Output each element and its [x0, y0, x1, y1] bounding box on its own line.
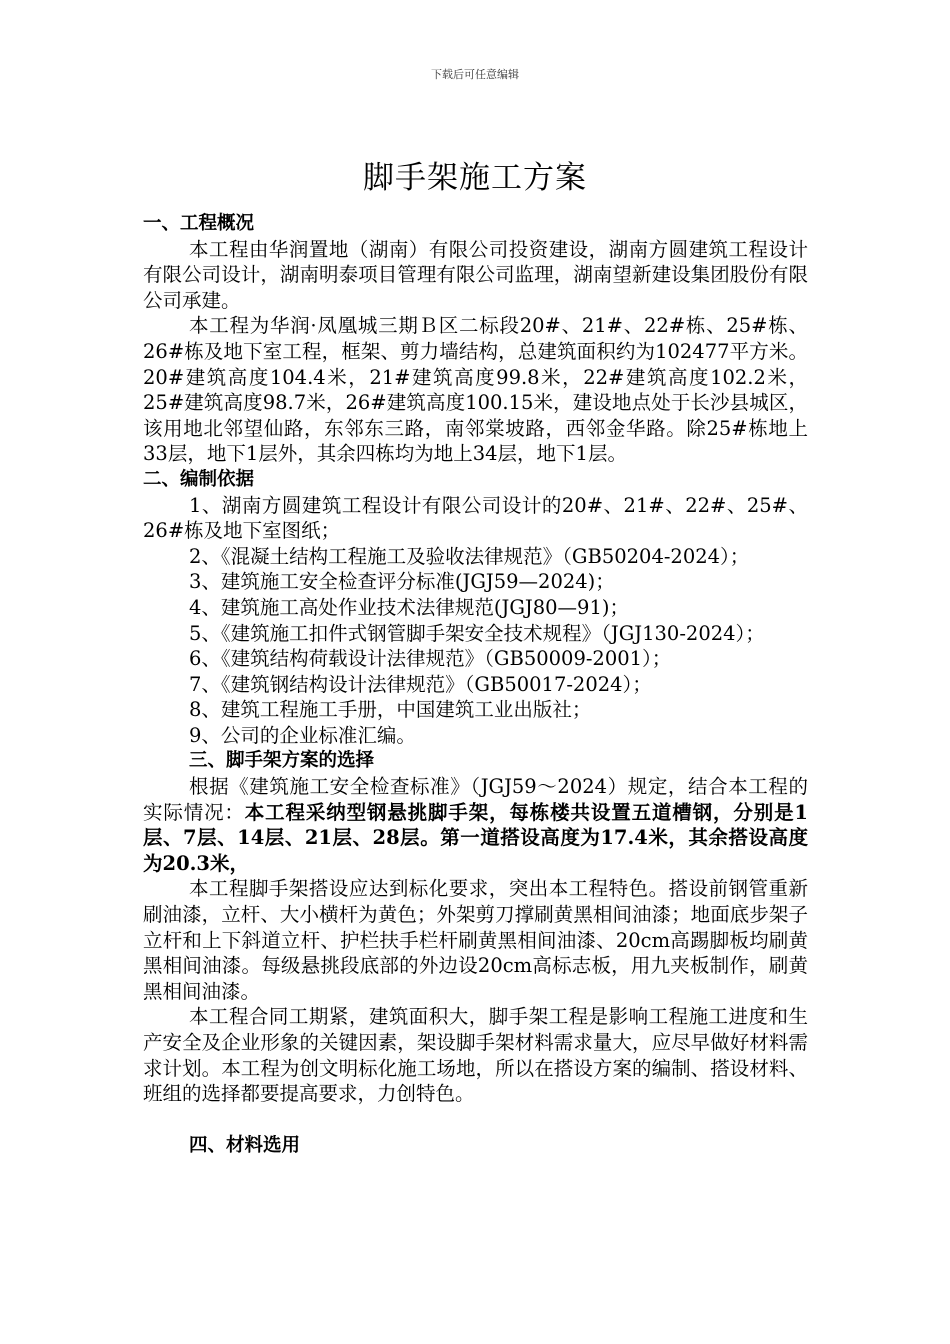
scaffold-choice-text: 根据《建筑施工安全检查标准》（JGJ59～2024）规定，结合本工程的实际情况：: [143, 775, 808, 824]
section-heading-materials: 四、材料选用: [189, 1134, 301, 1156]
scaffold-choice-paragraph-1: [143, 774, 808, 876]
section-heading-scaffold-choice: 三、脚手架方案的选择: [189, 750, 375, 772]
scaffold-choice-paragraph-2: 本工程脚手架搭设应达到标化要求，突出本工程特色。搭设前钢管重新刷油漆，立杆、大小横杆为黄色；外架剪刀撑刷黄黑相间油漆；地面底步架子立杆和上下斜道立杆、护栏扶手栏杆刷黄黑相间油漆、20cm高踢脚板均刷黄黑相间油漆。每级悬挑段底部的外边设20cm高标志板，用九夹板制作，刷黄黑相间油漆。: [143, 877, 808, 1003]
basis-item: 5、《建筑施工扣件式钢管脚手架安全技术规程》（JGJ130-2024）；: [189, 621, 765, 645]
scaffold-choice-paragraph-3: 本工程合同工期紧，建筑面积大，脚手架工程是影响工程施工进度和生产安全及企业形象的关键因素，架设脚手架材料需求量大，应尽早做好材料需求计划。本工程为创文明标化施工场地，所以在搭设方案的编制、搭设材料、班组的选择都要提高要求，力创特色。: [143, 1005, 808, 1106]
section-heading-overview: 一、工程概况: [143, 213, 255, 234]
basis-item: 7、《建筑钢结构设计法律规范》（GB50017-2024）；: [189, 672, 652, 696]
basis-item: 8、建筑工程施工手册，中国建筑工业出版社；: [189, 698, 592, 722]
document-body: [143, 211, 808, 1158]
basis-item: 9、公司的企业标准汇编。: [189, 723, 416, 747]
basis-item: 2、《混凝土结构工程施工及验收法律规范》（GB50204-2024）；: [189, 544, 750, 568]
page-header-note: 下载后可任意编辑: [431, 68, 519, 81]
basis-item: 3、建筑施工安全检查评分标准(JGJ59—2024)；: [189, 570, 615, 594]
overview-paragraph-2: 本工程为华润·凤凰城三期Ｂ区二标段20#、21#、22#栋、25#栋、26#栋及地下室工程，框架、剪力墙结构，总建筑面积约为102477平方米。20#建筑高度104.4米，21#建筑高度99.8米，22#建筑高度102.2米，25#建筑高度98.7米，26#建筑高度100.15米，建设地点处于长沙县城区，该用地北邻望仙路，东邻东三路，南邻棠坡路，西邻金华路。除25#栋地上33层，地下1层外，其余四栋均为地上34层，地下1层。: [143, 314, 808, 466]
basis-item: 1、湖南方圆建筑工程设计有限公司设计的20#、21#、22#、25#、26#栋及地下室图纸；: [143, 493, 808, 543]
basis-item: 6、《建筑结构荷载设计法律规范》（GB50009-2001）；: [189, 647, 672, 671]
section-heading-basis: 二、编制依据: [143, 468, 255, 490]
document-title: 脚手架施工方案: [363, 160, 587, 196]
overview-paragraph-1: 本工程由华润置地（湖南）有限公司投资建设，湖南方圆建筑工程设计有限公司设计，湖南明泰项目管理有限公司监理，湖南望新建设集团股份有限公司承建。: [143, 237, 808, 312]
basis-item: 4、建筑施工高处作业技术法律规范(JGJ80—91)；: [189, 595, 629, 619]
scaffold-choice-bold-text: 本工程采纳型钢悬挑脚手架，每栋楼共设置五道槽钢，分别是1层、7层、14层、21层、28层。第一道搭设高度为17.4米，其余搭设高度为20.3米，: [143, 800, 808, 875]
section-spacer: [143, 1107, 808, 1133]
